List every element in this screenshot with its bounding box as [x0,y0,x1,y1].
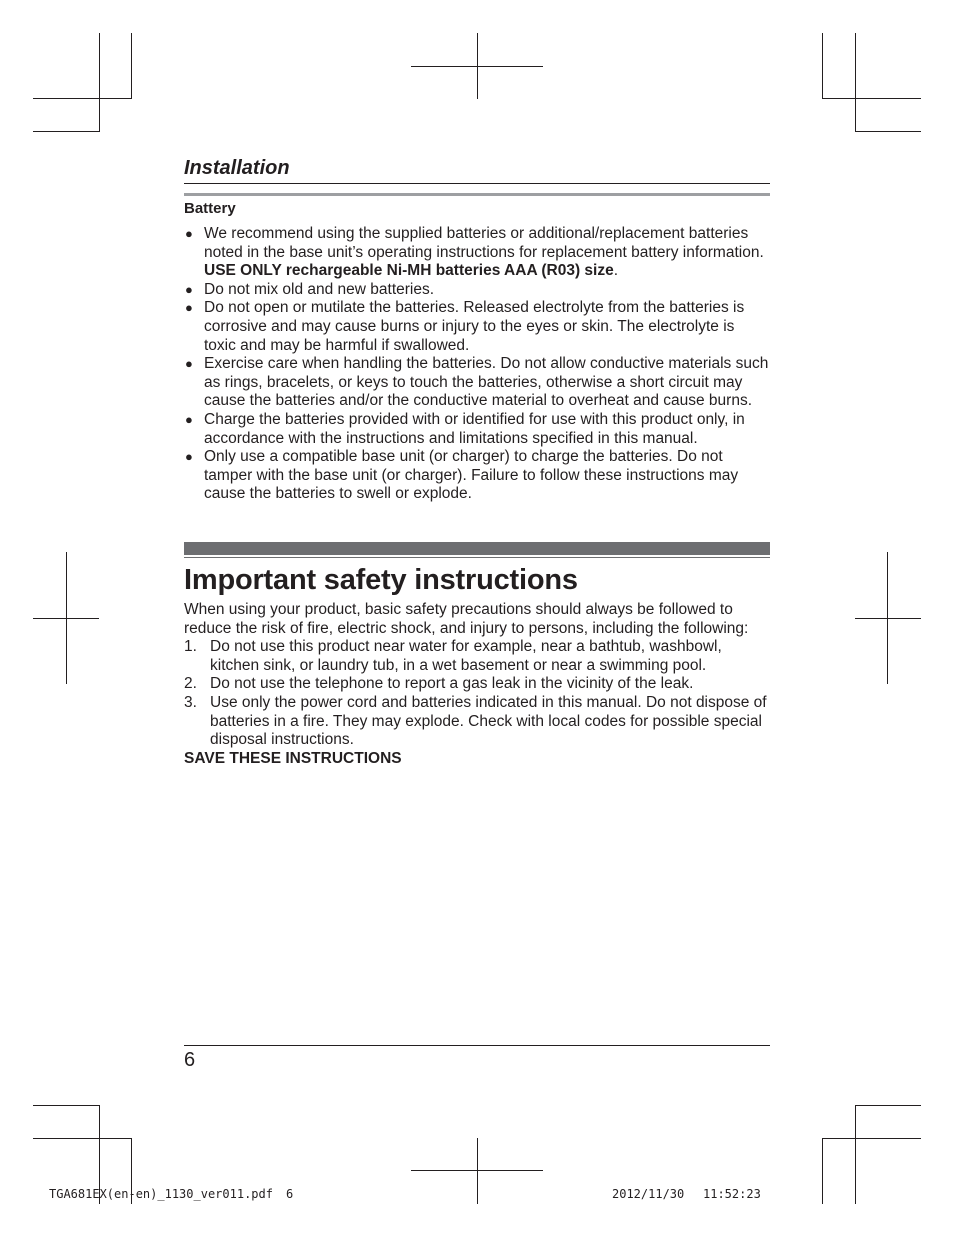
section-header [184,155,770,181]
bullet-icon: ● [185,226,193,241]
footer-rule [184,1045,770,1046]
crop-mark [855,1105,856,1204]
list-item-text: Do not use this product near water for example, near a bathtub, washbowl, kitchen sink, or laundry tub, in a wet basement or near a swimming pool. [210,638,722,674]
crop-mark [99,33,100,132]
slug-filename: TGA681EX(en-en)_1130_ver011.pdf [49,1187,273,1201]
list-item-text: Only use a compatible base unit (or charger) to charge the batteries. Do not tamper with the base unit (or charger). Failure to follow these instructions may cause the batteries to swell or explode. [204,448,739,503]
registration-mark [33,618,99,619]
registration-mark [477,1138,478,1204]
crop-mark [33,1105,99,1106]
page-title: Important safety instructions [184,564,578,596]
battery-bullet-list [184,225,770,504]
list-item [184,225,770,281]
list-item-text: Do not mix old and new batteries. [204,280,435,298]
list-item-text: Do not open or mutilate the batteries. Released electrolyte from the batteries is corrosive and may cause burns or injury to the eyes or skin. The electrolyte is toxic and may be harmful if swallowed. [204,299,745,354]
crop-mark [822,1138,823,1204]
list-item [184,355,770,411]
header-rule-gray [184,193,770,196]
page-number: 6 [184,1049,196,1071]
registration-mark [411,66,543,67]
battery-section [184,199,770,504]
bullet-icon: ● [185,411,193,427]
list-item-bold-text: USE ONLY rechargeable Ni-MH batteries AAA (R03) size [204,262,614,280]
bullet-icon: ● [185,356,193,372]
bullet-icon: ● [185,300,193,316]
crop-mark [822,33,823,99]
list-item-text: Exercise care when handling the batteries. Do not allow conductive materials such as rings, bracelets, or keys to touch the batteries, otherwise a short circuit may cause the batteries and/or the conductive material to overheat and cause burns. [204,355,769,410]
crop-mark [855,131,921,132]
list-item-text: Charge the batteries provided with or identified for use with this product only, in accordance with the instructions and limitations specified in this manual. [204,410,745,447]
crop-mark [33,1138,132,1139]
crop-mark [131,33,132,99]
list-item [184,299,770,355]
crop-mark [855,1105,921,1106]
list-item [184,694,770,750]
section-divider-bar [184,542,770,555]
crop-mark [33,131,99,132]
crop-mark [822,98,921,99]
list-item [184,638,770,675]
save-instructions-note: SAVE THESE INSTRUCTIONS [184,749,402,767]
list-item [184,448,770,504]
list-item-text-tail: . [613,262,619,280]
safety-intro: When using your product, basic safety precautions should always be followed to reduce the risk of fire, electric shock, and injury to persons, including the following: [184,601,749,637]
list-item [184,411,770,448]
list-item-text: We recommend using the supplied batteries or additional/replacement batteries noted in the base unit’s operating instructions for replacement battery information. [204,225,764,261]
slug-time: 11:52:23 [703,1187,761,1201]
registration-mark [411,1170,543,1171]
crop-mark [855,33,856,132]
list-item-text: Use only the power cord and batteries indicated in this manual. Do not dispose of batteries in a fire. They may explode. Check with local codes for possible special disposal instructions. [210,693,767,749]
list-item-number: 2. [184,675,197,693]
list-item-number: 3. [184,693,197,711]
registration-mark [855,618,921,619]
list-item [184,281,770,300]
list-item [184,675,770,694]
list-item-number: 1. [184,638,197,656]
section-divider-line [184,557,770,558]
slug-date: 2012/11/30 [612,1187,685,1201]
bullet-icon: ● [185,281,193,297]
crop-mark [33,98,132,99]
battery-heading: Battery [184,200,236,217]
list-item-text: Do not use the telephone to report a gas leak in the vicinity of the leak. [210,675,694,693]
safety-section [184,601,770,768]
header-rule [184,183,770,184]
slug-page: 6 [286,1187,294,1201]
safety-numbered-list [184,638,770,750]
bullet-icon: ● [185,449,193,465]
section-title: Installation [184,157,290,179]
crop-mark [822,1138,921,1139]
